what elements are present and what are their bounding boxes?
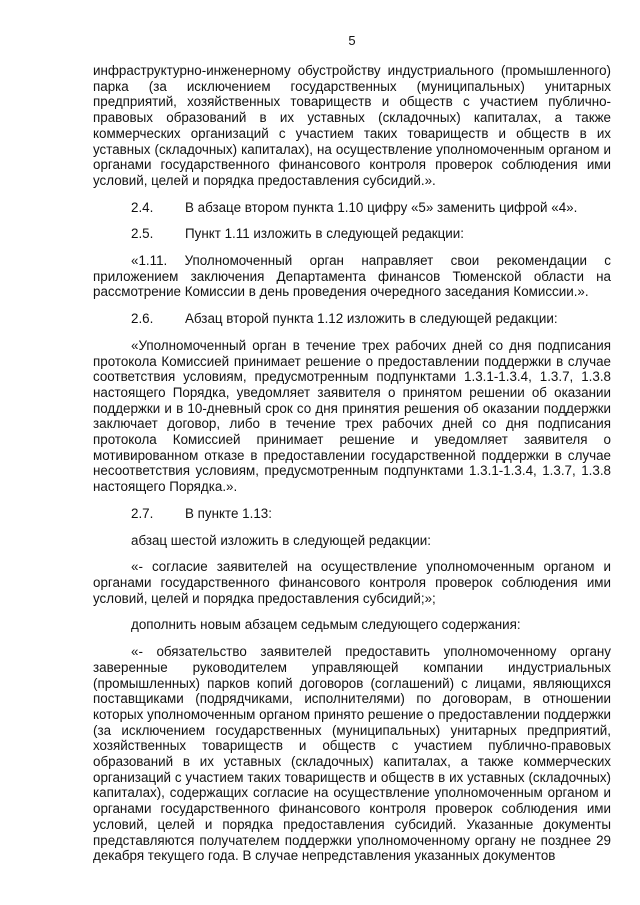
item-text: В абзаце втором пункта 1.10 цифру «5» заменить цифрой «4».: [185, 199, 578, 215]
paragraph-1-11: «1.11. Уполномоченный орган направляет свои рекомендации с приложением заключения Департамента финансов Тюменской области на рассмотрение Комиссии в день проведения очередного заседания Комиссии.».: [93, 253, 611, 300]
paragraph-abzac6-intro: абзац шестой изложить в следующей редакции:: [131, 532, 431, 548]
item-2-5: [93, 226, 611, 242]
paragraph-abzac7: «- обязательство заявителей предоставить уполномоченному органу заверенные руководителем управляющей компании индустриальных (промышленных) парков копий договоров (соглашений) с лицами, являющихся поставщиками (подрядчиками, исполнителями) по договорам, в отношении которых уполномоченным органом принято решение о предоставлении поддержки (за исключением государственных (муниципальных) унитарных предприятий, хозяйственных товариществ и обществ с участием публично-правовых образований в их уставных (складочных) капиталах, а также коммерческих организаций с участием таких товариществ и обществ в их уставных (складочных) капиталах), содержащих согласие на осуществление уполномоченным органом и органами государственного финансового контроля проверок соблюдения ими условий, целей и порядка предоставления субсидий. Указанные документы представляются получателем поддержки уполномоченному органу не позднее 29 декабря текущего года. В случае непредставления указанных документов: [93, 644, 611, 864]
item-number: 2.6.: [131, 311, 154, 327]
item-text: В пункте 1.13:: [185, 505, 272, 521]
item-number: 2.7.: [131, 505, 154, 521]
item-text: Абзац второй пункта 1.12 изложить в следующей редакции:: [185, 311, 558, 327]
item-2-6: [93, 311, 611, 327]
paragraph-1-12: «Уполномоченный орган в течение трех рабочих дней со дня подписания протокола Комиссией принимает решение о предоставлении поддержки в случае соответствия условиям, предусмотренным подпунктами 1.3.1-1.3.4, 1.3.7, 1.3.8 настоящего Порядка, уведомляет заявителя о принятом решении об оказании поддержки и в 10-дневный срок со дня принятия решения об оказании поддержки заключает договор, либо в течение трех рабочих дней со дня подписания протокола Комиссией принимает решение и уведомляет заявителя о мотивированном отказе в предоставлении государственной поддержки в случае несоответствия условиям, предусмотренным подпунктами 1.3.1-1.3.4, 1.3.7, 1.3.8 настоящего Порядка.».: [93, 337, 611, 495]
item-text: Пункт 1.11 изложить в следующей редакции:: [185, 226, 464, 242]
paragraph-abzac7-intro: дополнить новым абзацем седьмым следующего содержания:: [131, 617, 521, 633]
paragraph-abzac6: «- согласие заявителей на осуществление уполномоченным органом и органами государственного финансового контроля проверок соблюдения ими условий, целей и порядка предоставления субсидий;»;: [93, 559, 611, 606]
paragraph-continuation: инфраструктурно-инженерному обустройству индустриального (промышленного) парка (за исключением государственных (муниципальных) унитарных предприятий, хозяйственных товариществ и обществ с участием публично-правовых образований в их уставных (складочных) капиталах, а также коммерческих организаций с участием таких товариществ и обществ в их уставных (складочных) капиталах), на осуществление уполномоченным органом и органами государственного финансового контроля проверок соблюдения ими условий, целей и порядка предоставления субсидий.».: [93, 63, 611, 188]
document-page: [93, 0, 611, 905]
item-2-4: [93, 200, 611, 216]
page-number: 5: [348, 33, 356, 48]
item-number: 2.4.: [131, 199, 154, 215]
document-body: [93, 63, 611, 864]
item-number: 2.5.: [131, 226, 154, 242]
item-2-7: [93, 506, 611, 522]
